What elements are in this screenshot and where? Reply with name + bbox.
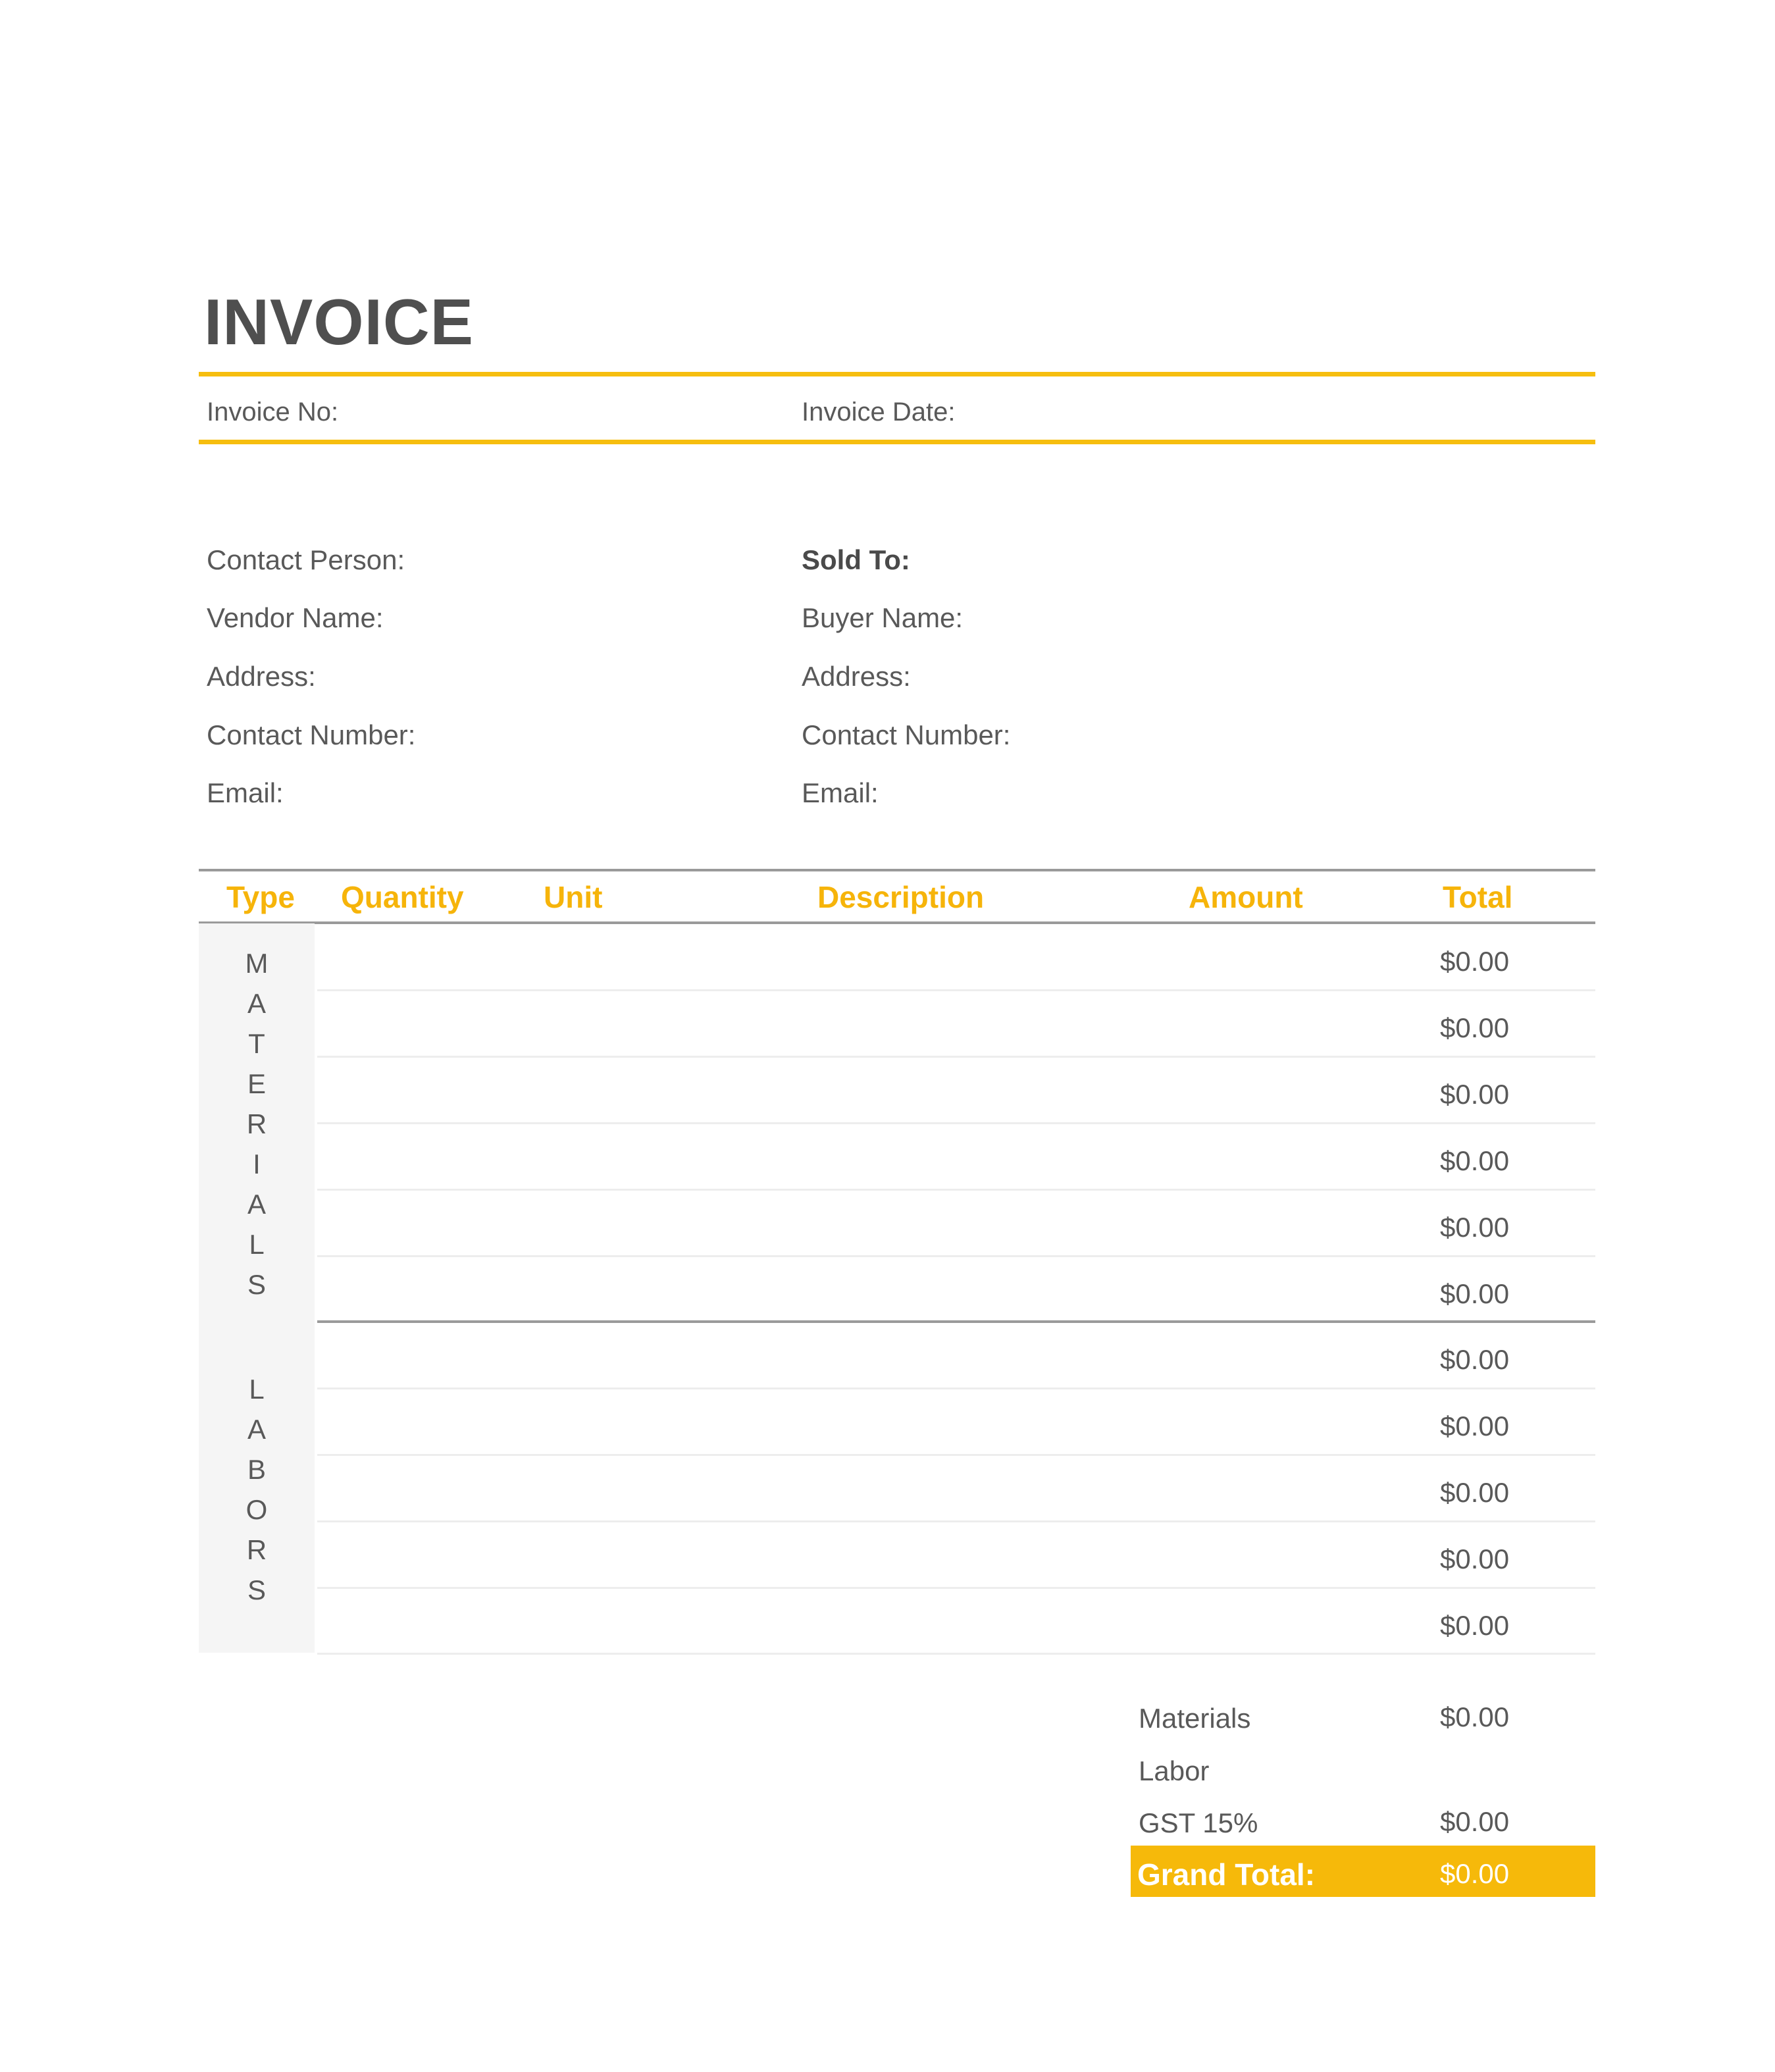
type-letter: R xyxy=(246,1534,267,1565)
meta-underline xyxy=(199,440,1595,444)
invoice-date-label: Invoice Date: xyxy=(802,398,956,427)
title-underline xyxy=(199,372,1595,376)
type-letter: A xyxy=(247,1414,266,1445)
row-divider xyxy=(317,1255,1595,1257)
vendor-contact-number-label: Contact Number: xyxy=(207,719,416,750)
labors-row-total: $0.00 xyxy=(1440,1610,1510,1641)
sold-to-label: Sold To: xyxy=(802,544,910,575)
buyer-contact-number-label: Contact Number: xyxy=(802,719,1011,750)
section-divider xyxy=(317,1320,1595,1323)
type-letter: R xyxy=(246,1108,267,1139)
type-letter: M xyxy=(245,948,269,979)
summary-materials-value: $0.00 xyxy=(1440,1701,1510,1732)
labors-row-total: $0.00 xyxy=(1440,1344,1510,1375)
labors-row-total: $0.00 xyxy=(1440,1411,1510,1441)
labors-row-total: $0.00 xyxy=(1440,1477,1510,1508)
contact-person-label: Contact Person: xyxy=(207,544,405,575)
header-description: Description xyxy=(817,880,985,914)
type-letter: L xyxy=(249,1374,265,1405)
summary-gst-value: $0.00 xyxy=(1440,1806,1510,1837)
table-bottom-rule xyxy=(317,1653,1595,1655)
materials-row-total: $0.00 xyxy=(1440,1079,1510,1110)
materials-row-total: $0.00 xyxy=(1440,1212,1510,1243)
header-amount: Amount xyxy=(1189,880,1303,914)
row-divider xyxy=(317,1387,1595,1389)
type-letter: E xyxy=(247,1068,266,1099)
summary-gst-label: GST 15% xyxy=(1139,1807,1258,1838)
row-divider xyxy=(317,989,1595,991)
summary-materials-label: Materials xyxy=(1139,1703,1251,1734)
type-letter: I xyxy=(253,1149,261,1179)
type-letter: B xyxy=(247,1454,266,1485)
type-letter: L xyxy=(249,1229,265,1260)
row-divider xyxy=(317,1454,1595,1456)
materials-row-total: $0.00 xyxy=(1440,1278,1510,1309)
type-letter: T xyxy=(248,1028,265,1059)
invoice-title: INVOICE xyxy=(204,286,474,358)
row-divider xyxy=(317,1189,1595,1191)
row-divider xyxy=(317,1520,1595,1522)
buyer-name-label: Buyer Name: xyxy=(802,602,964,633)
header-quantity: Quantity xyxy=(341,880,464,914)
header-total: Total xyxy=(1443,880,1513,914)
invoice-no-label: Invoice No: xyxy=(207,398,339,427)
vendor-email-label: Email: xyxy=(207,777,284,808)
type-letter: A xyxy=(247,988,266,1019)
type-letter: S xyxy=(247,1269,266,1300)
materials-row-total: $0.00 xyxy=(1440,1145,1510,1176)
row-divider xyxy=(317,1122,1595,1124)
summary-labor-label: Labor xyxy=(1139,1755,1210,1786)
materials-row-total: $0.00 xyxy=(1440,1012,1510,1043)
table-top-rule xyxy=(199,869,1595,871)
header-bottom-rule xyxy=(199,921,1595,924)
buyer-address-label: Address: xyxy=(802,661,911,692)
header-unit: Unit xyxy=(544,880,603,914)
buyer-email-label: Email: xyxy=(802,777,879,808)
type-letter: S xyxy=(247,1574,266,1605)
row-divider xyxy=(317,1056,1595,1058)
vendor-name-label: Vendor Name: xyxy=(207,602,384,633)
grand-total-value: $0.00 xyxy=(1440,1858,1510,1889)
grand-total-label: Grand Total: xyxy=(1137,1857,1316,1892)
row-divider xyxy=(317,1587,1595,1589)
labors-row-total: $0.00 xyxy=(1440,1543,1510,1574)
type-letter: O xyxy=(245,1494,268,1525)
type-letter: A xyxy=(247,1189,266,1220)
materials-row-total: $0.00 xyxy=(1440,946,1510,977)
vendor-address-label: Address: xyxy=(207,661,316,692)
header-type: Type xyxy=(226,880,295,914)
